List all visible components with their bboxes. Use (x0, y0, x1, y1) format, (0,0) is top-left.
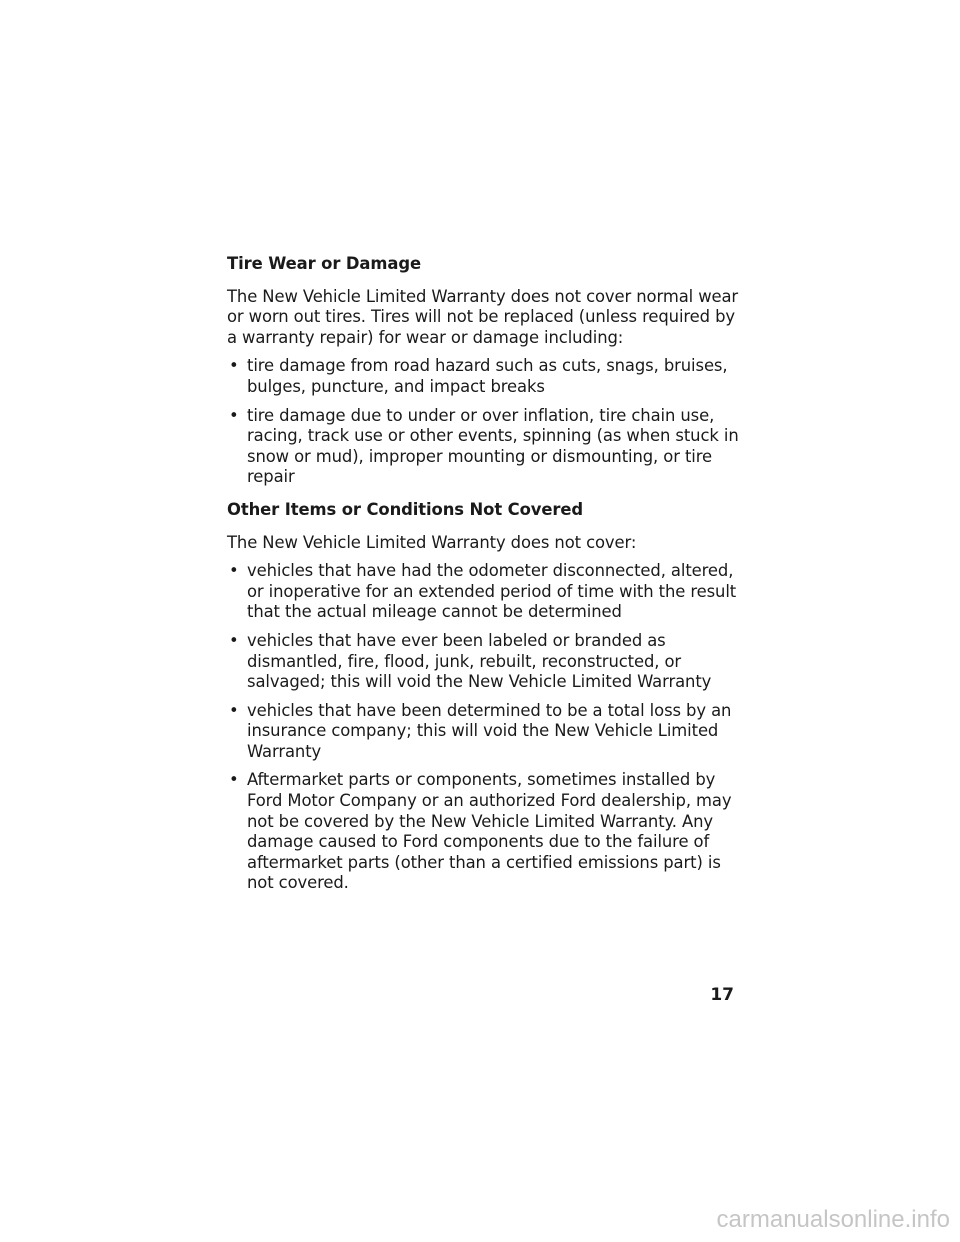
bullet-list-tire-wear (227, 356, 747, 488)
page-content (227, 254, 747, 906)
list-item-text: Aftermarket parts or components, sometimes installed by Ford Motor Company or an authorized Ford dealership, may not be covered by the New Vehicle Limited Warranty. Any damage caused to Ford components due to the failure of aftermarket parts (other than a certified emissions part) is not covered. (247, 770, 732, 893)
list-item-text: tire damage due to under or over inflation, tire chain use, racing, track use or other events, spinning (as when stuck in snow or mud), improper mounting or dismounting, or tire repair (247, 405, 739, 487)
section-heading-tire-wear: Tire Wear or Damage (227, 254, 421, 273)
page-number: 17 (710, 985, 734, 1005)
bullet-icon: • (229, 405, 239, 425)
list-item (227, 356, 747, 397)
bullet-icon: • (229, 561, 239, 581)
bullet-icon: • (229, 356, 239, 376)
list-item-text: vehicles that have ever been labeled or branded as dismantled, fire, flood, junk, rebuilt, reconstructed, or salvaged; this will void the New Vehicle Limited Warranty (247, 630, 712, 692)
bullet-icon: • (229, 630, 239, 650)
section-intro-not-covered: The New Vehicle Limited Warranty does not cover: (227, 532, 637, 552)
bullet-list-not-covered (227, 561, 747, 894)
list-item (227, 561, 747, 623)
list-item-text: vehicles that have had the odometer disconnected, altered, or inoperative for an extended period of time with the result that the actual mileage cannot be determined (247, 561, 737, 622)
section-heading-not-covered: Other Items or Conditions Not Covered (227, 499, 583, 519)
list-item (227, 770, 747, 894)
watermark: carmanualsonline.info (716, 1206, 950, 1233)
bullet-icon: • (229, 700, 239, 720)
list-item (227, 701, 747, 763)
list-item (227, 631, 747, 693)
list-item-text: tire damage from road hazard such as cuts, snags, bruises, bulges, puncture, and impact breaks (247, 356, 728, 396)
list-item-text: vehicles that have been determined to be a total loss by an insurance company; this will void the New Vehicle Limited Warranty (247, 700, 732, 761)
bullet-icon: • (229, 770, 239, 790)
list-item (227, 406, 747, 488)
section-intro-tire-wear: The New Vehicle Limited Warranty does not cover normal wear or worn out tires. Tires will not be replaced (unless required by a warranty repair) for wear or damage including: (227, 286, 739, 347)
